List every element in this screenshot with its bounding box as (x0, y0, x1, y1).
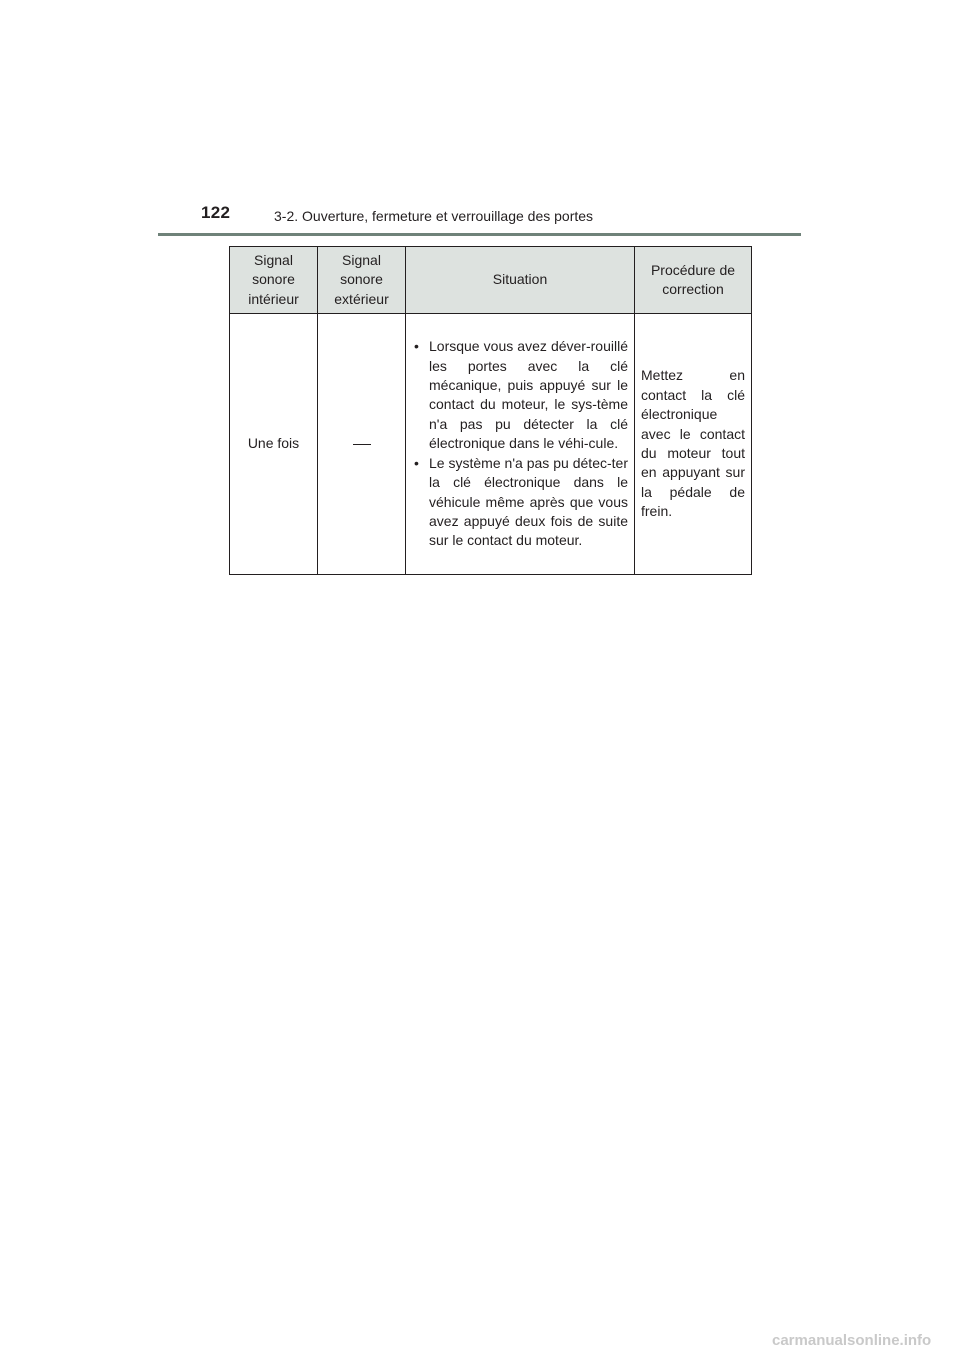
header-interior-buzzer: Signal sonore intérieur (230, 247, 318, 314)
section-title: 3-2. Ouverture, fermeture et verrouillage des portes (274, 208, 594, 224)
cell-exterior-buzzer (318, 314, 406, 575)
header-procedure: Procédure de correction (635, 247, 752, 314)
watermark: carmanualsonline.info (772, 1332, 932, 1349)
table-header-row (230, 247, 752, 314)
situation-text: Lorsque vous avez déver-rouillé les portes avec la clé mécanique, puis appuyé sur le contact du moteur, le sys-tème n'a pas pu détecter la clé électronique dans le véhi-cule. (429, 338, 628, 452)
page-number: 122 (201, 203, 231, 222)
table-row (230, 314, 752, 575)
cell-situation (406, 314, 635, 575)
header-exterior-buzzer: Signal sonore extérieur (318, 247, 406, 314)
cell-interior-buzzer: Une fois (230, 314, 318, 575)
bullet-icon: • (414, 338, 419, 355)
header-rule (158, 233, 801, 236)
situation-text: Le système n'a pas pu détec-ter la clé électronique dans le véhicule même après que vous avez appuyé deux fois de suite sur le contact du moteur. (429, 454, 628, 549)
dash-icon (353, 444, 371, 445)
header-situation: Situation (406, 247, 635, 314)
list-item (412, 454, 628, 551)
list-item (412, 337, 628, 453)
bullet-icon: • (414, 454, 419, 471)
situation-list (412, 337, 628, 550)
buzzer-table (229, 246, 752, 575)
cell-procedure: Mettez en contact la clé électronique avec le contact du moteur tout en appuyant sur la pédale de frein. (635, 314, 752, 575)
